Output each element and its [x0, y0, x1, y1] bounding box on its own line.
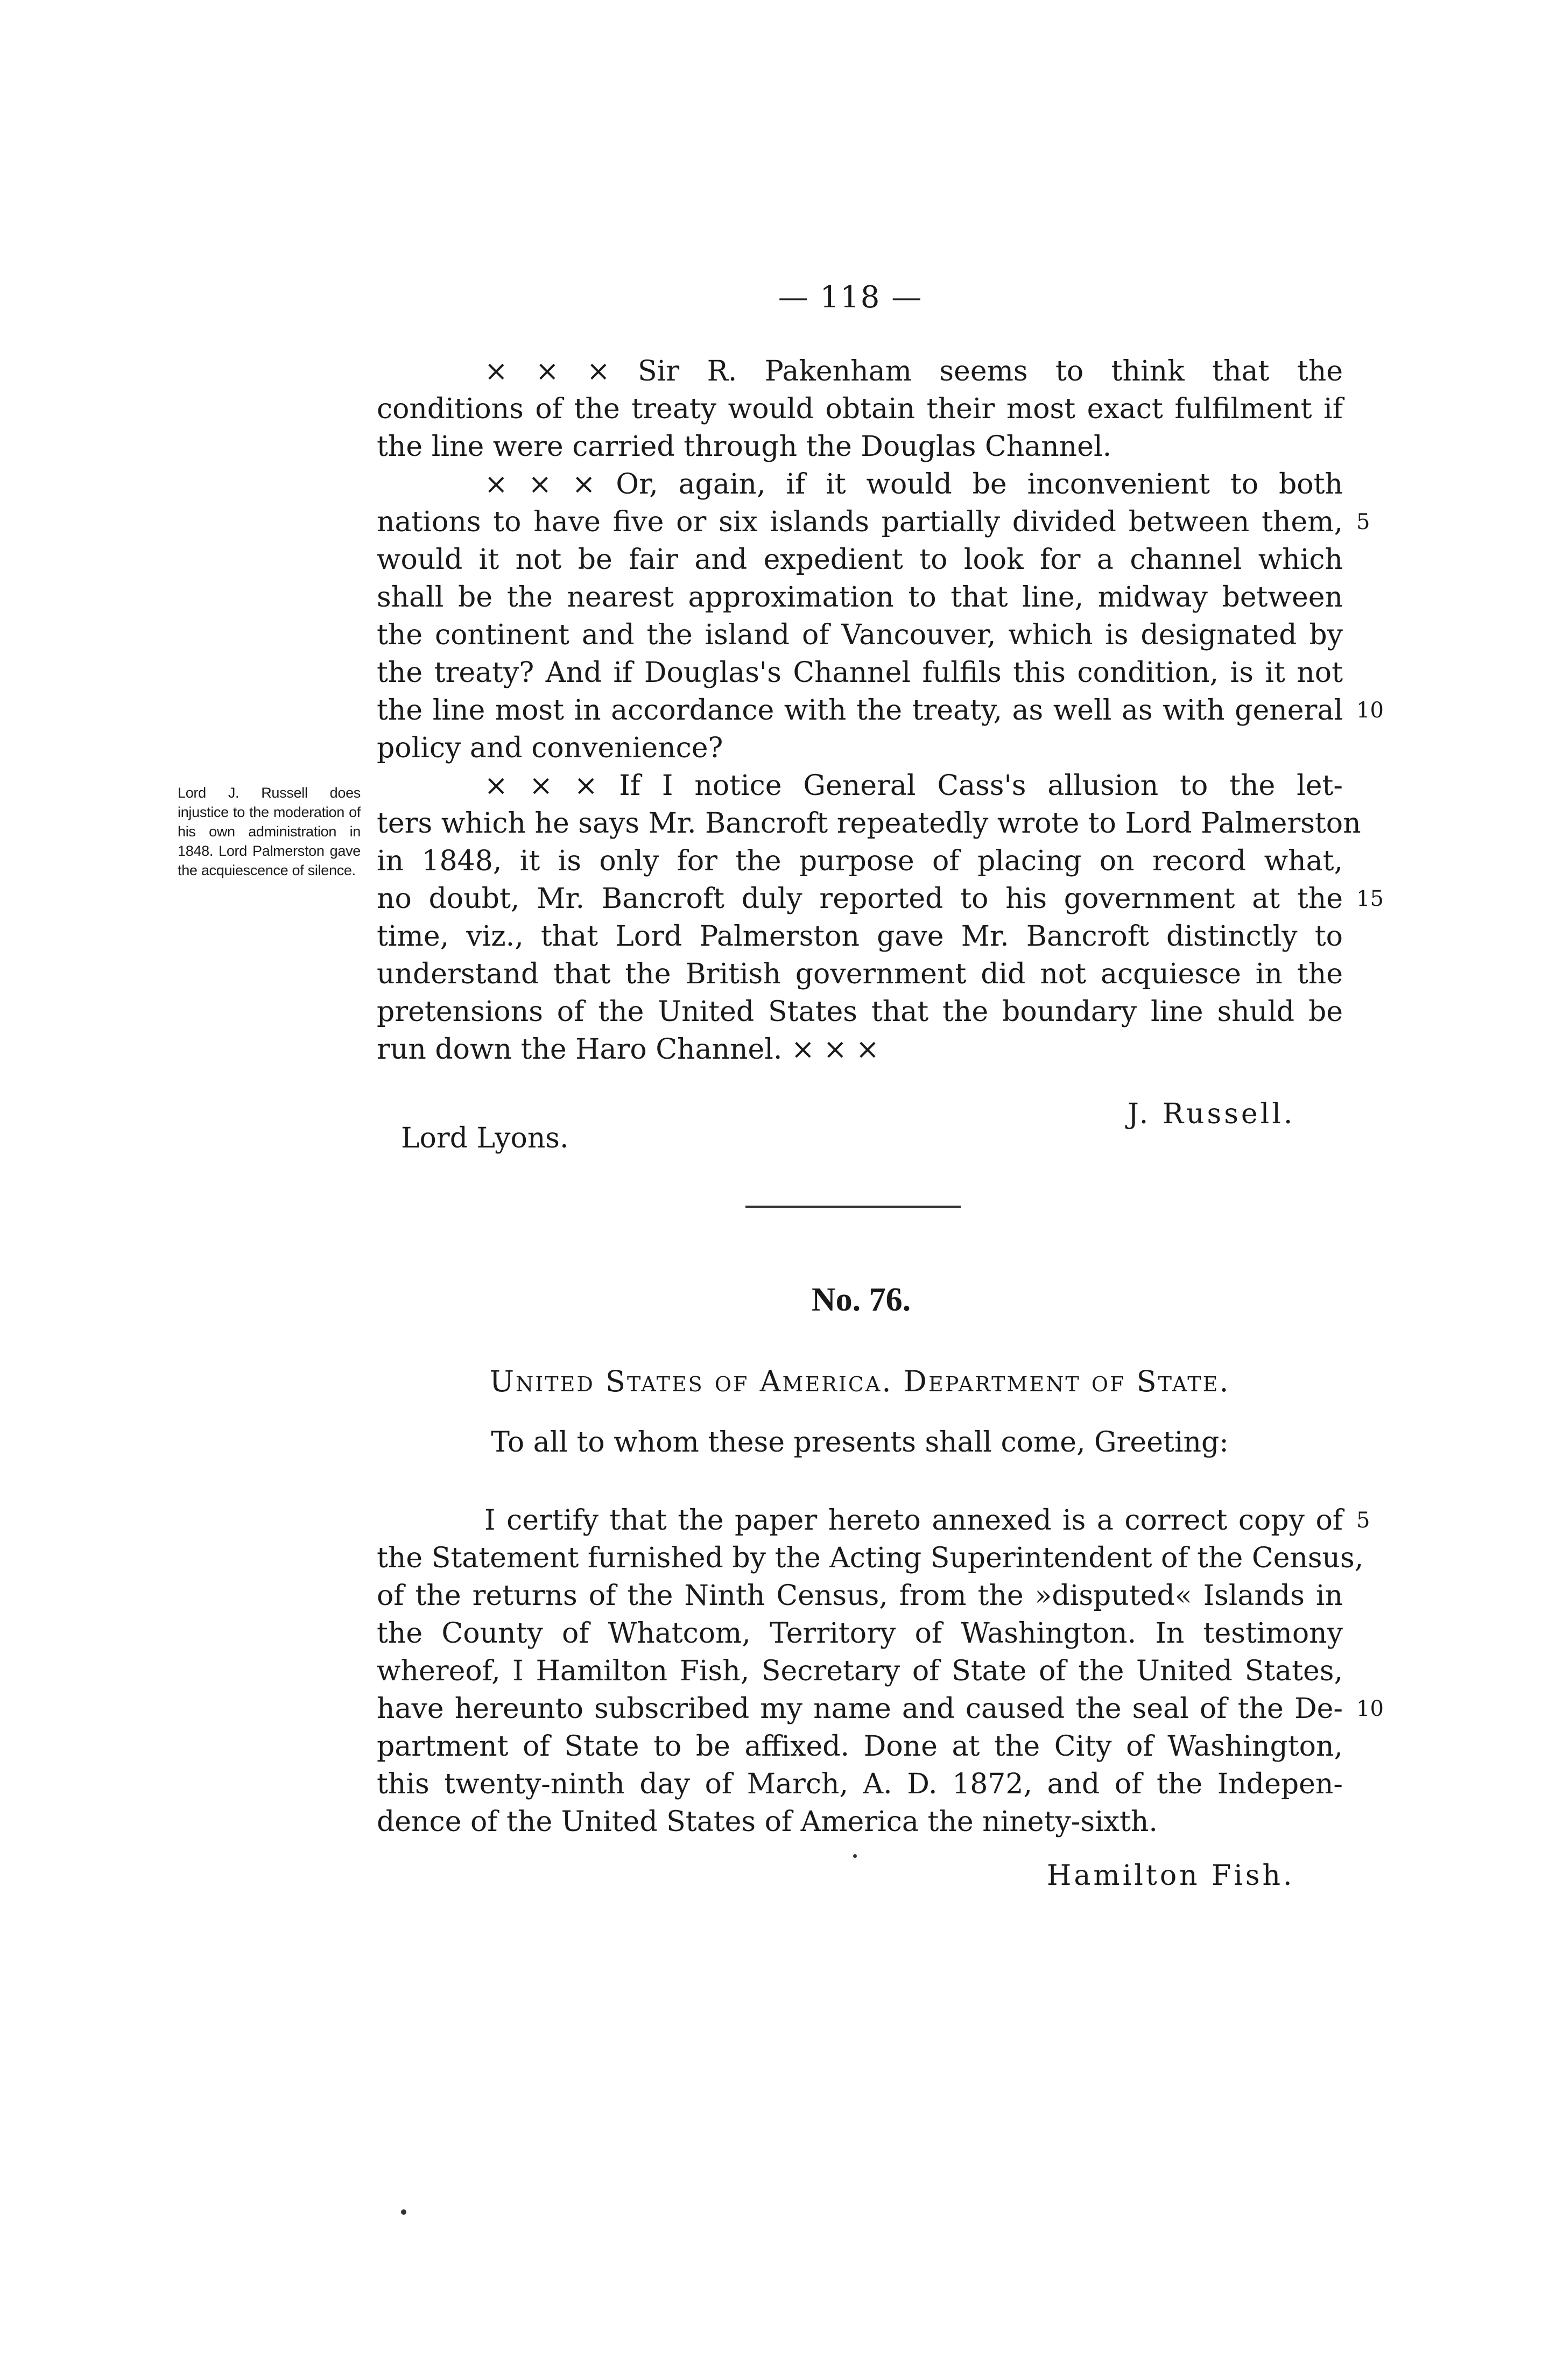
line-number: 10 [1356, 698, 1384, 723]
ink-speck [401, 2209, 406, 2215]
text-line: this twenty-ninth day of March, A. D. 1872, and of the Indepen- [377, 1768, 1343, 1800]
text-line: pretensions of the United States that the boundary line shuld be [377, 996, 1343, 1028]
line-number: 15 [1356, 886, 1384, 911]
text-line: understand that the British government did not acquiesce in the [377, 958, 1343, 990]
ink-speck [853, 1854, 857, 1858]
text-line: have hereunto subscribed my name and caused the seal of the De- [377, 1693, 1343, 1725]
text-line: ters which he says Mr. Bancroft repeatedly wrote to Lord Palmerston [377, 807, 1361, 840]
text-line: time, viz., that Lord Palmerston gave Mr. Bancroft distinctly to [377, 920, 1343, 953]
text-line: nations to have five or six islands partially divided between them, [377, 506, 1343, 538]
text-line: the line most in accordance with the treaty, as well as with general [377, 694, 1343, 727]
line-number: 5 [1356, 1508, 1370, 1533]
document-heading: United States of America. Department of State. [489, 1364, 1230, 1398]
text-line: the continent and the island of Vancouver, which is designated by [377, 619, 1343, 651]
addressee: Lord Lyons. [401, 1122, 569, 1154]
text-line: the line were carried through the Douglas Channel. [377, 431, 1112, 463]
text-line: in 1848, it is only for the purpose of placing on record what, [377, 845, 1343, 877]
document-number: No. 76. [811, 1281, 911, 1318]
text-line: run down the Haro Channel. × × × [377, 1033, 879, 1066]
text-line: the Statement furnished by the Acting Superintendent of the Census, [377, 1542, 1364, 1574]
text-line: of the returns of the Ninth Census, from the »disputed« Islands in [377, 1580, 1343, 1612]
text-line: the County of Whatcom, Territory of Washington. In testimony [377, 1617, 1343, 1650]
line-number: 10 [1356, 1696, 1384, 1721]
page-number: — 118 — [778, 280, 923, 315]
text-line: whereof, I Hamilton Fish, Secretary of State of the United States, [377, 1655, 1343, 1687]
text-line: dence of the United States of America the ninety-sixth. [377, 1806, 1158, 1838]
text-line: × × × Or, again, if it would be inconvenient to both [484, 468, 1343, 501]
section-divider [745, 1206, 961, 1208]
signature: Hamilton Fish. [1047, 1860, 1295, 1892]
text-line: partment of State to be affixed. Done at the City of Washington, [377, 1730, 1343, 1763]
line-number: 5 [1356, 510, 1370, 534]
text-line: conditions of the treaty would obtain their most exact fulfilment if [377, 393, 1343, 425]
text-line: I certify that the paper hereto annexed is a correct copy of [484, 1504, 1343, 1537]
text-line: would it not be fair and expedient to look for a channel which [377, 544, 1343, 576]
certificate-body [377, 1502, 1364, 1841]
text-line: policy and convenience? [377, 732, 723, 764]
text-line: no doubt, Mr. Bancroft duly reported to his government at the [377, 883, 1343, 915]
letter-body [377, 353, 1361, 1068]
text-line: shall be the nearest approximation to that line, midway between [377, 581, 1343, 614]
text-line: the treaty? And if Douglas's Channel fulfils this condition, is it not [377, 657, 1343, 689]
margin-note: Lord J. Russell does injustice to the moderation of his own administration in 1848. Lord Palmerston gave the acquiescence of silence. [178, 785, 361, 878]
text-line: × × × If I notice General Cass's allusion to the let- [484, 770, 1343, 802]
signature: J. Russell. [1128, 1098, 1296, 1130]
salutation: To all to whom these presents shall come, Greeting: [491, 1426, 1229, 1459]
text-line: × × × Sir R. Pakenham seems to think that the [484, 355, 1343, 388]
